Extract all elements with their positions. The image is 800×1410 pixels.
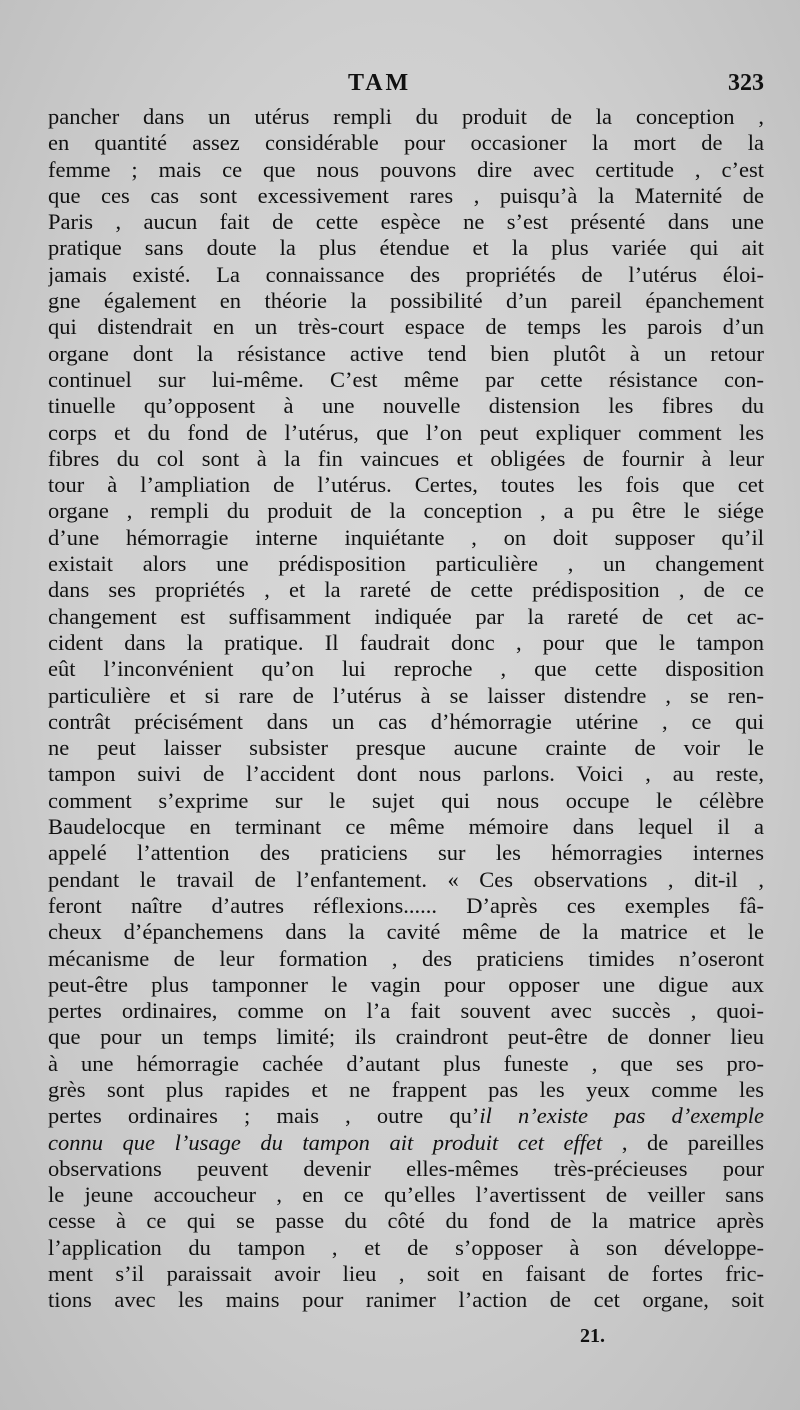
text-line: l’application du tampon , et de s’opposer à son développe- <box>48 1234 764 1260</box>
page-number: 323 <box>728 70 764 96</box>
text-line: pendant le travail de l’enfantement. « Ces observations , dit-il , <box>48 866 764 892</box>
text-line: tions avec les mains pour ranimer l’action de cet organe, soit <box>48 1287 764 1313</box>
text-line: eût l’inconvénient qu’on lui reproche , que cette disposition <box>48 656 764 682</box>
text-line: cident dans la pratique. Il faudrait donc , pour que le tampon <box>48 629 764 655</box>
text-line: pertes ordinaires, comme on l’a fait souvent avec succès , quoi- <box>48 998 764 1024</box>
text-line: le jeune accoucheur , en ce qu’elles l’avertissent de veiller sans <box>48 1182 764 1208</box>
text-line: d’une hémorragie interne inquiétante , on doit supposer qu’il <box>48 524 764 550</box>
text-line: organe dont la résistance active tend bien plutôt à un retour <box>48 340 764 366</box>
italic-fragment: il n’existe pas d’exemple <box>479 1103 764 1129</box>
running-title: TAM <box>348 70 412 96</box>
text-line: pertes ordinaires ; mais , outre qu’il n’existe pas d’exemple <box>48 1103 764 1129</box>
text-line: ne peut laisser subsister presque aucune crainte de voir le <box>48 735 764 761</box>
text-line: à une hémorragie cachée d’autant plus funeste , que ses pro- <box>48 1050 764 1076</box>
text-line: fibres du col sont à la fin vaincues et obligées de fournir à leur <box>48 445 764 471</box>
text-line: peut-être plus tamponner le vagin pour opposer une digue aux <box>48 971 764 997</box>
text-line: changement est suffisamment indiquée par la rareté de cet ac- <box>48 603 764 629</box>
text-line: feront naître d’autres réflexions...... D’après ces exemples fâ- <box>48 892 764 918</box>
text-line: comment s’exprime sur le sujet qui nous occupe le célèbre <box>48 787 764 813</box>
text-line: appelé l’attention des praticiens sur les hémorragies internes <box>48 840 764 866</box>
text-line: grès sont plus rapides et ne frappent pas les yeux comme les <box>48 1076 764 1102</box>
text-line: pancher dans un utérus rempli du produit de la conception , <box>48 104 764 129</box>
text-line: que pour un temps limité; ils craindront peut-être de donner lieu <box>48 1024 764 1050</box>
text-line: mécanisme de leur formation , des praticiens timides n’oseront <box>48 945 764 971</box>
text-line: connu que l’usage du tampon ait produit cet effet , de pareilles <box>48 1129 764 1155</box>
text-line: qui distendrait en un très-court espace de temps les parois d’un <box>48 314 764 340</box>
page-header <box>48 70 764 104</box>
text-line: cheux d’épanchemens dans la cavité même de la matrice et le <box>48 919 764 945</box>
text-line: tampon suivi de l’accident dont nous parlons. Voici , au reste, <box>48 761 764 787</box>
text-line: femme ; mais ce que nous pouvons dire avec certitude , c’est <box>48 156 764 182</box>
text-line: tour à l’ampliation de l’utérus. Certes, toutes les fois que cet <box>48 472 764 498</box>
text-line: organe , rempli du produit de la conception , a pu être le siége <box>48 498 764 524</box>
text-line: en quantité assez considérable pour occasioner la mort de la <box>48 130 764 156</box>
text-line: Paris , aucun fait de cette espèce ne s’est présenté dans une <box>48 209 764 235</box>
text-line: Baudelocque en terminant ce même mémoire dans lequel il a <box>48 814 764 840</box>
text-line: existait alors une prédisposition particulière , un changement <box>48 551 764 577</box>
text-line: que ces cas sont excessivement rares , puisqu’à la Maternité de <box>48 182 764 208</box>
text-line: continuel sur lui-même. C’est même par cette résistance con- <box>48 366 764 392</box>
text-line: gne également en théorie la possibilité d’un pareil épanchement <box>48 288 764 314</box>
body-text <box>48 104 764 1314</box>
text-line: contrât précisément dans un cas d’hémorragie utérine , ce qui <box>48 708 764 734</box>
italic-fragment: connu que l’usage du tampon ait produit cet effet <box>48 1129 603 1155</box>
text-line: dans ses propriétés , et la rareté de cette prédisposition , de ce <box>48 577 764 603</box>
text-line: observations peuvent devenir elles-mêmes très-précieuses pour <box>48 1155 764 1181</box>
text-line: tinuelle qu’opposent à une nouvelle distension les fibres du <box>48 393 764 419</box>
text-line: ment s’il paraissait avoir lieu , soit en faisant de fortes fric- <box>48 1261 764 1287</box>
text-line: pratique sans doute la plus étendue et la plus variée qui ait <box>48 235 764 261</box>
text-line: corps et du fond de l’utérus, que l’on peut expliquer comment les <box>48 419 764 445</box>
text-line: cesse à ce qui se passe du côté du fond de la matrice après <box>48 1208 764 1234</box>
text-line: particulière et si rare de l’utérus à se laisser distendre , se ren- <box>48 682 764 708</box>
text-line: jamais existé. La connaissance des propriétés de l’utérus éloi- <box>48 261 764 287</box>
signature-mark: 21. <box>580 1325 605 1347</box>
